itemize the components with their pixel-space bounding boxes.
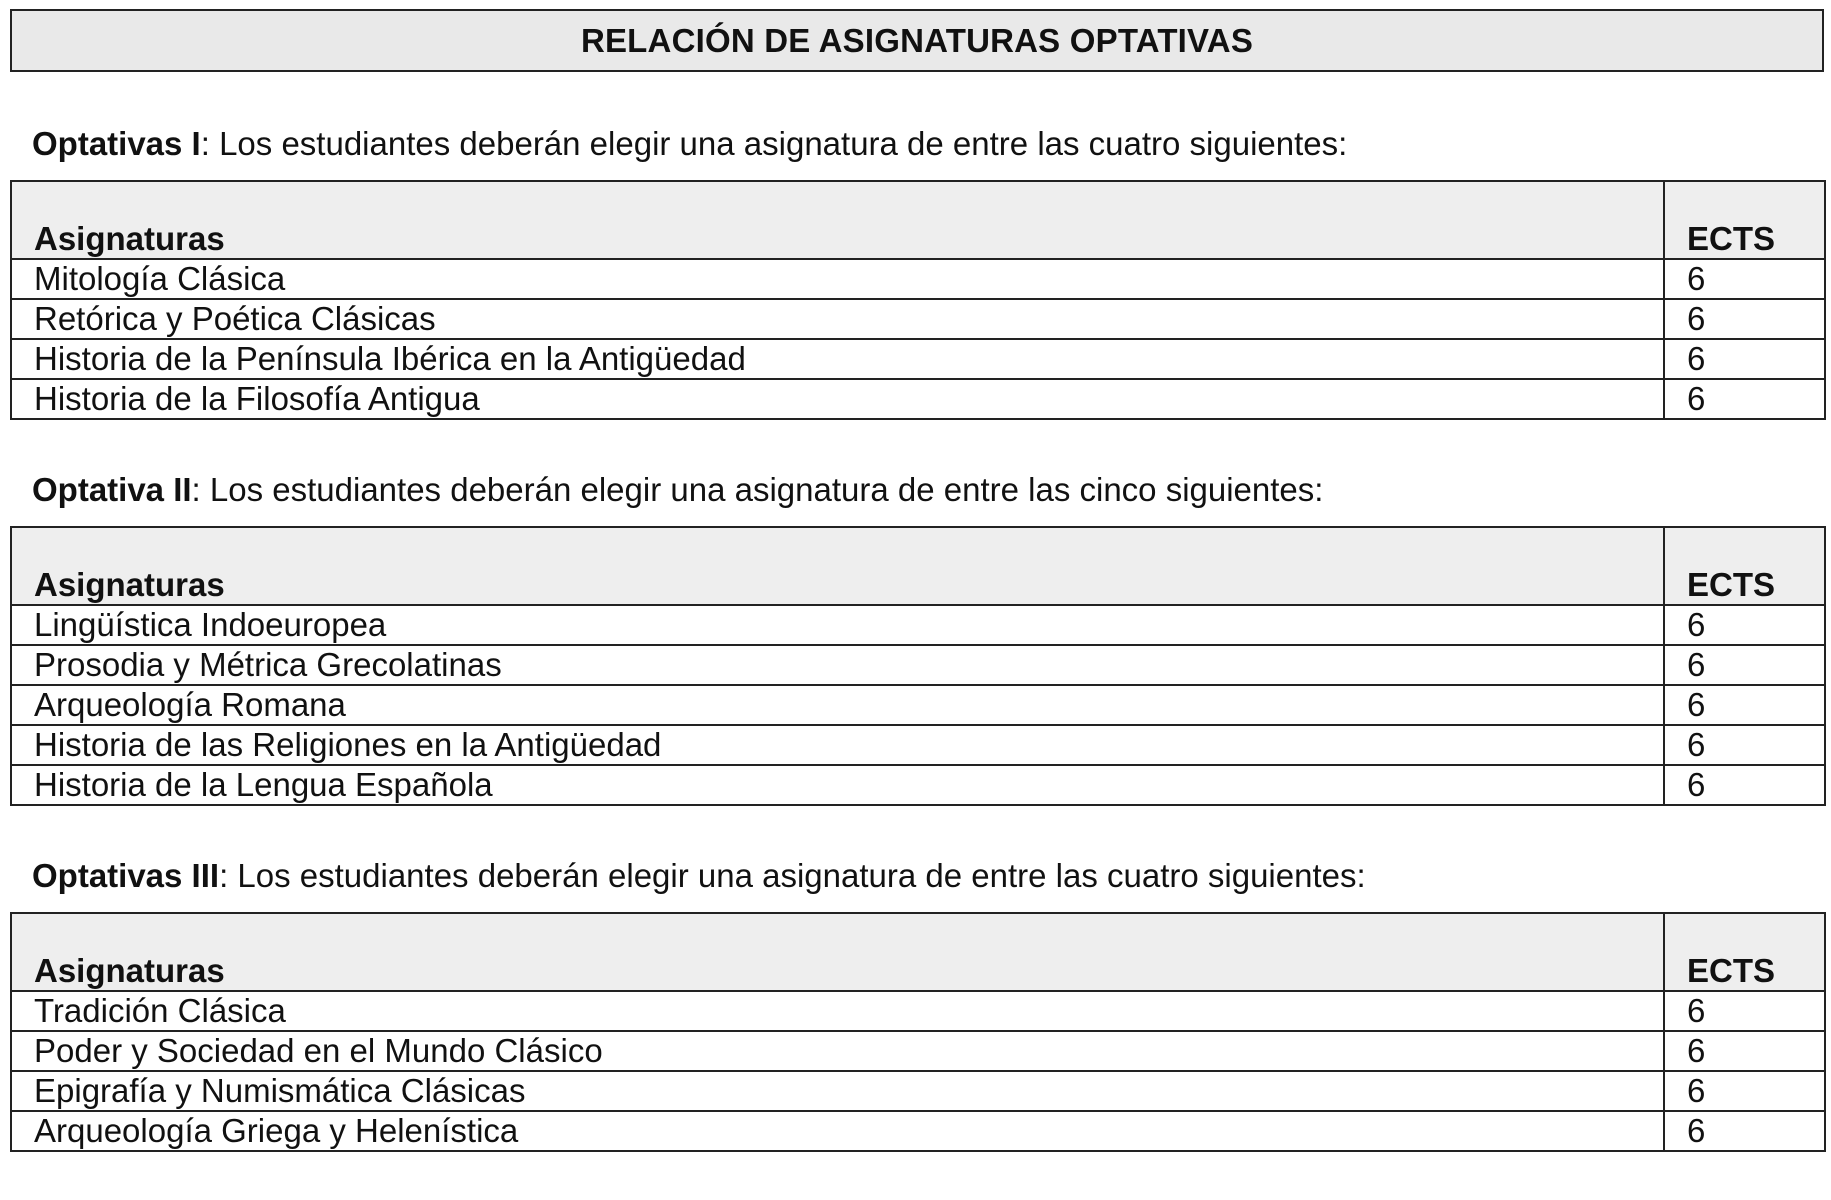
subjects-table-optativas-1 (10, 180, 1826, 420)
table-row (11, 645, 1825, 685)
subjects-table-optativa-2 (10, 526, 1826, 806)
table-row (11, 685, 1825, 725)
subject-ects: 6 (1664, 379, 1825, 419)
table-row (11, 765, 1825, 805)
table-row (11, 725, 1825, 765)
subject-ects: 6 (1664, 605, 1825, 645)
table-row (11, 1071, 1825, 1111)
table-header-row (11, 527, 1825, 605)
section-intro-optativas-3 (10, 856, 1824, 896)
subject-name: Prosodia y Métrica Grecolatinas (11, 645, 1664, 685)
subject-name: Arqueología Griega y Helenística (11, 1111, 1664, 1151)
table-row (11, 605, 1825, 645)
column-header-subjects: Asignaturas (11, 527, 1664, 605)
table-row (11, 339, 1825, 379)
table-row (11, 299, 1825, 339)
subject-name: Historia de la Lengua Española (11, 765, 1664, 805)
subject-ects: 6 (1664, 645, 1825, 685)
subject-name: Tradición Clásica (11, 991, 1664, 1031)
subject-name: Arqueología Romana (11, 685, 1664, 725)
subjects-table-optativas-3 (10, 912, 1826, 1152)
table-header-row (11, 913, 1825, 991)
subject-name: Poder y Sociedad en el Mundo Clásico (11, 1031, 1664, 1071)
subject-name: Historia de la Filosofía Antigua (11, 379, 1664, 419)
subject-name: Retórica y Poética Clásicas (11, 299, 1664, 339)
subject-ects: 6 (1664, 765, 1825, 805)
section-label: Optativas III (32, 857, 220, 894)
column-header-ects: ECTS (1664, 913, 1825, 991)
section-description: : Los estudiantes deberán elegir una asignatura de entre las cuatro siguientes: (219, 857, 1366, 894)
subject-ects: 6 (1664, 725, 1825, 765)
subject-name: Historia de las Religiones en la Antigüedad (11, 725, 1664, 765)
section-intro-optativas-1 (10, 124, 1824, 164)
subject-ects: 6 (1664, 259, 1825, 299)
document-page (10, 9, 1824, 1152)
subject-ects: 6 (1664, 299, 1825, 339)
subject-ects: 6 (1664, 1071, 1825, 1111)
subject-ects: 6 (1664, 339, 1825, 379)
subject-ects: 6 (1664, 1111, 1825, 1151)
section-intro-optativa-2 (10, 470, 1824, 510)
column-header-ects: ECTS (1664, 527, 1825, 605)
column-header-ects: ECTS (1664, 181, 1825, 259)
section-description: : Los estudiantes deberán elegir una asignatura de entre las cinco siguientes: (191, 471, 1324, 508)
section-label: Optativas I (32, 125, 201, 162)
section-label: Optativa II (32, 471, 192, 508)
subject-name: Epigrafía y Numismática Clásicas (11, 1071, 1664, 1111)
table-row (11, 1031, 1825, 1071)
subject-ects: 6 (1664, 1031, 1825, 1071)
table-row (11, 379, 1825, 419)
table-row (11, 1111, 1825, 1151)
page-title: RELACIÓN DE ASIGNATURAS OPTATIVAS (10, 9, 1824, 72)
subject-ects: 6 (1664, 991, 1825, 1031)
table-row (11, 991, 1825, 1031)
subject-name: Historia de la Península Ibérica en la Antigüedad (11, 339, 1664, 379)
table-header-row (11, 181, 1825, 259)
section-description: : Los estudiantes deberán elegir una asignatura de entre las cuatro siguientes: (200, 125, 1348, 162)
subject-name: Lingüística Indoeuropea (11, 605, 1664, 645)
subject-name: Mitología Clásica (11, 259, 1664, 299)
table-row (11, 259, 1825, 299)
subject-ects: 6 (1664, 685, 1825, 725)
column-header-subjects: Asignaturas (11, 181, 1664, 259)
column-header-subjects: Asignaturas (11, 913, 1664, 991)
